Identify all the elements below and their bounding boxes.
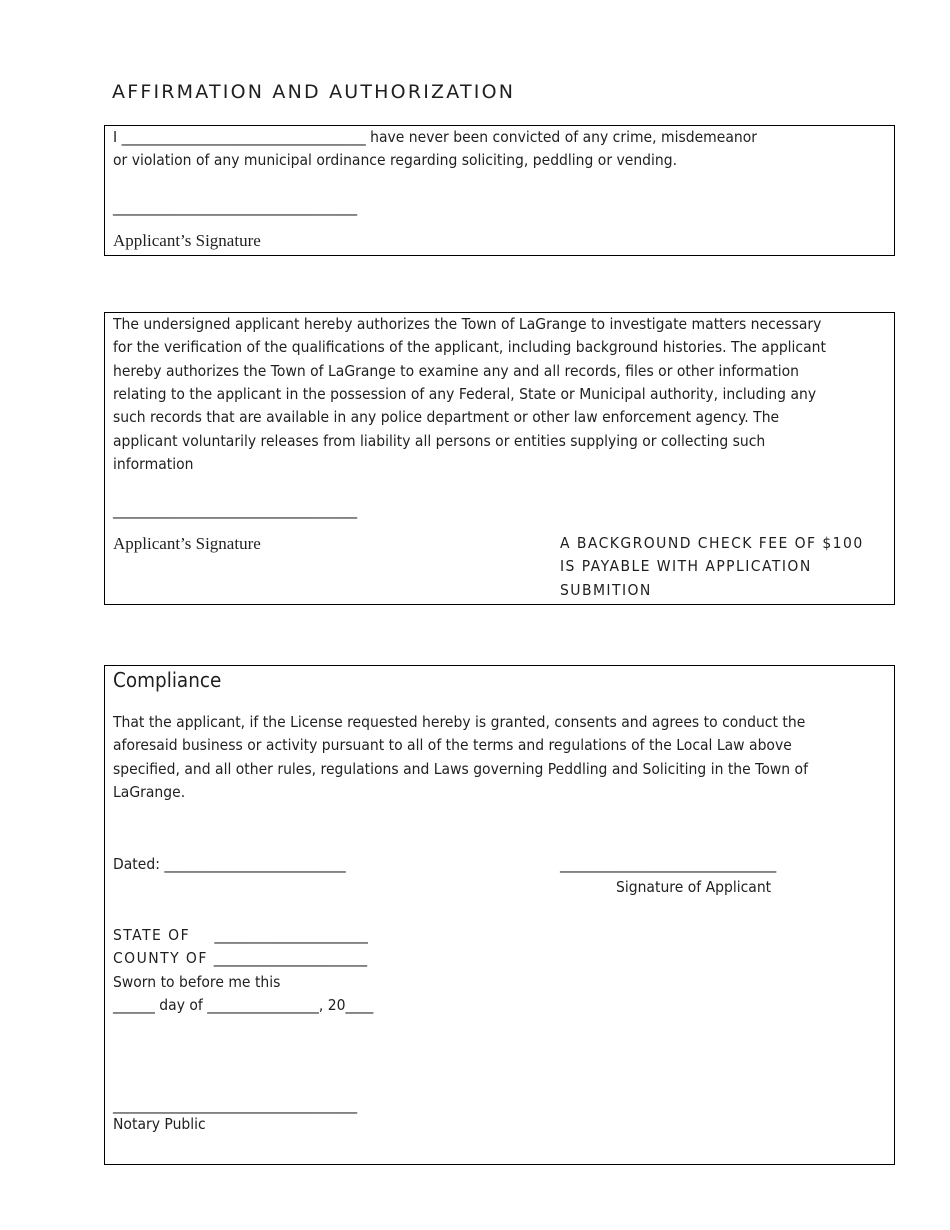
affirmation-signature-label: Applicant’s Signature xyxy=(113,231,261,250)
affirmation-signature-field[interactable]: ___________________________________ xyxy=(113,198,358,216)
page-title: AFFIRMATION AND AUTHORIZATION xyxy=(112,81,516,103)
year-field[interactable]: ____ xyxy=(345,995,374,1014)
state-field[interactable]: ______________________ xyxy=(214,926,368,944)
compliance-text-line: That the applicant, if the License requested hereby is granted, consents and agrees to conduct the xyxy=(113,713,806,731)
authorization-text-line: information xyxy=(113,454,194,473)
year-prefix: , 20 xyxy=(318,995,346,1014)
authorization-text-line: hereby authorizes the Town of LaGrange to examine any and all records, files or other information xyxy=(113,361,799,380)
fee-notice-line: IS PAYABLE WITH APPLICATION xyxy=(560,557,812,576)
applicant-name-field[interactable]: ___________________________________ xyxy=(121,128,366,146)
day-of-label: day of xyxy=(159,995,203,1014)
day-field[interactable]: ______ xyxy=(113,995,155,1014)
affirmation-prefix: I xyxy=(113,128,118,146)
dated-label: Dated: xyxy=(113,855,160,873)
month-field[interactable]: ________________ xyxy=(207,995,319,1014)
affirmation-suffix: have never been convicted of any crime, misdemeanor xyxy=(370,128,758,146)
compliance-title: Compliance xyxy=(113,668,222,692)
sworn-date-row xyxy=(113,994,373,1017)
fee-notice-line: A BACKGROUND CHECK FEE OF $100 xyxy=(560,534,864,552)
authorization-text-line: for the verification of the qualifications of the applicant, including background histories. The applicant xyxy=(113,338,826,357)
state-row xyxy=(113,924,368,947)
affirmation-line-2: or violation of any municipal ordinance regarding soliciting, peddling or vending. xyxy=(113,151,678,169)
dated-row xyxy=(113,853,346,876)
compliance-section xyxy=(104,665,895,1165)
notary-label: Notary Public xyxy=(113,1115,206,1133)
compliance-text-line: specified, and all other rules, regulations and Laws governing Peddling and Soliciting in the Town of xyxy=(113,759,808,778)
authorization-text-line: relating to the applicant in the possession of any Federal, State or Municipal authority, including any xyxy=(113,384,817,403)
compliance-text-line: LaGrange. xyxy=(113,782,186,801)
authorization-text-line: The undersigned applicant hereby authorizes the Town of LaGrange to investigate matters necessary xyxy=(113,315,822,333)
dated-field[interactable]: __________________________ xyxy=(164,855,346,873)
notary-signature-field[interactable]: ___________________________________ xyxy=(113,1096,358,1114)
fee-notice-line: SUBMITION xyxy=(560,580,652,599)
state-label: STATE OF xyxy=(113,926,191,944)
authorization-signature-label: Applicant’s Signature xyxy=(113,534,261,553)
county-row xyxy=(113,947,367,970)
county-field[interactable]: ______________________ xyxy=(213,949,368,968)
authorization-section xyxy=(104,312,895,605)
authorization-signature-field[interactable]: ___________________________________ xyxy=(113,501,358,519)
applicant-signature-label: Signature of Applicant xyxy=(616,878,772,896)
applicant-signature-field[interactable]: _______________________________ xyxy=(560,855,777,873)
sworn-text: Sworn to before me this xyxy=(113,972,281,991)
authorization-text-line: applicant voluntarily releases from liability all persons or entities supplying or collecting such xyxy=(113,431,766,450)
affirmation-section xyxy=(104,125,895,256)
affirmation-line-1 xyxy=(113,126,757,149)
authorization-text-line: such records that are available in any police department or other law enforcement agency. The xyxy=(113,408,780,427)
county-label: COUNTY OF xyxy=(113,949,208,968)
compliance-text-line: aforesaid business or activity pursuant to all of the terms and regulations of the Local Law above xyxy=(113,736,792,755)
